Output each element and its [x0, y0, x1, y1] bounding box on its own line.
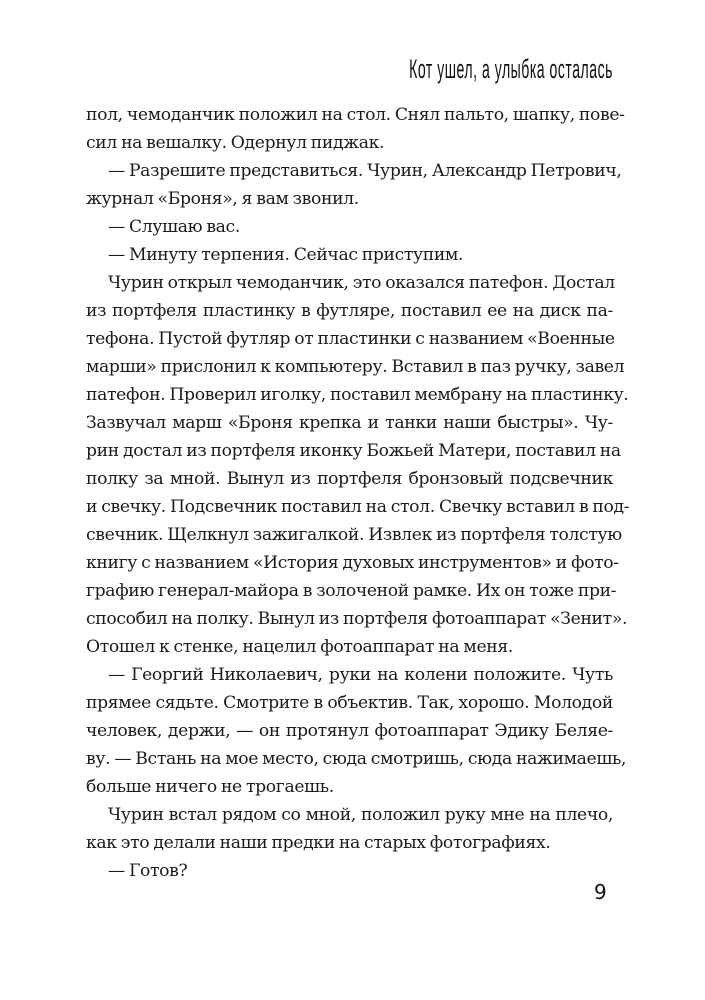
running-header: Кот ушел, а улыбка осталась: [409, 54, 613, 84]
text-line: человек, держи, — он протянул фотоаппарат Эдику Беляе-: [86, 721, 613, 741]
text-line: полку за мной. Вынул из портфеля бронзовый подсвечник: [86, 469, 613, 489]
text-line: пол, чемоданчик положил на стол. Снял пальто, шапку, пове-: [86, 105, 625, 125]
text-line: способил на полку. Вынул из портфеля фотоаппарат «Зенит».: [86, 609, 628, 629]
text-line: Отошел к стенке, нацелил фотоаппарат на меня.: [86, 637, 513, 657]
text-line: Зазвучал марш «Броня крепка и танки наши быстры». Чу-: [86, 413, 613, 433]
text-line: свечник. Щелкнул зажигалкой. Извлек из портфеля толстую: [86, 525, 622, 545]
text-line: Чурин открыл чемоданчик, это оказался патефон. Достал: [108, 273, 615, 293]
text-line: книгу с названием «История духовых инструментов» и фото-: [86, 553, 619, 573]
text-line: журнал «Броня», я вам звонил.: [86, 189, 359, 209]
text-line: больше ничего не трогаешь.: [86, 777, 334, 797]
text-line: ву. — Встань на мое место, сюда смотришь, сюда нажимаешь,: [86, 749, 627, 769]
text-line: рин достал из портфеля иконку Божьей Матери, поставил на: [86, 441, 621, 461]
text-line: прямее сядьте. Смотрите в объектив. Так, хорошо. Молодой: [86, 693, 613, 713]
text-line: и свечку. Подсвечник поставил на стол. Свечку вставил в под-: [86, 497, 630, 517]
text-line: Чурин встал рядом со мной, положил руку мне на плечо,: [108, 805, 613, 825]
text-line: — Минуту терпения. Сейчас приступим.: [108, 245, 464, 265]
text-line: сил на вешалку. Одернул пиджак.: [86, 133, 385, 153]
text-line: марши» прислонил к компьютеру. Вставил в паз ручку, завел: [86, 357, 625, 377]
text-line: патефон. Проверил иголку, поставил мембрану на пластинку.: [86, 385, 629, 405]
text-line: — Разрешите представиться. Чурин, Александр Петрович,: [108, 161, 622, 181]
text-line: — Готов?: [108, 861, 188, 881]
text-line: — Слушаю вас.: [108, 217, 240, 237]
body-text: [86, 101, 630, 885]
text-line: графию генерал-майора в золоченой рамке. Их он тоже при-: [86, 581, 617, 601]
text-line: — Георгий Николаевич, руки на колени положите. Чуть: [108, 665, 613, 685]
text-line: тефона. Пустой футляр от пластинки с названием «Военные: [86, 329, 615, 349]
page-number: 9: [594, 880, 607, 904]
text-line: как это делали наши предки на старых фотографиях.: [86, 833, 551, 853]
text-line: из портфеля пластинку в футляре, поставил ее на диск па-: [86, 301, 613, 321]
